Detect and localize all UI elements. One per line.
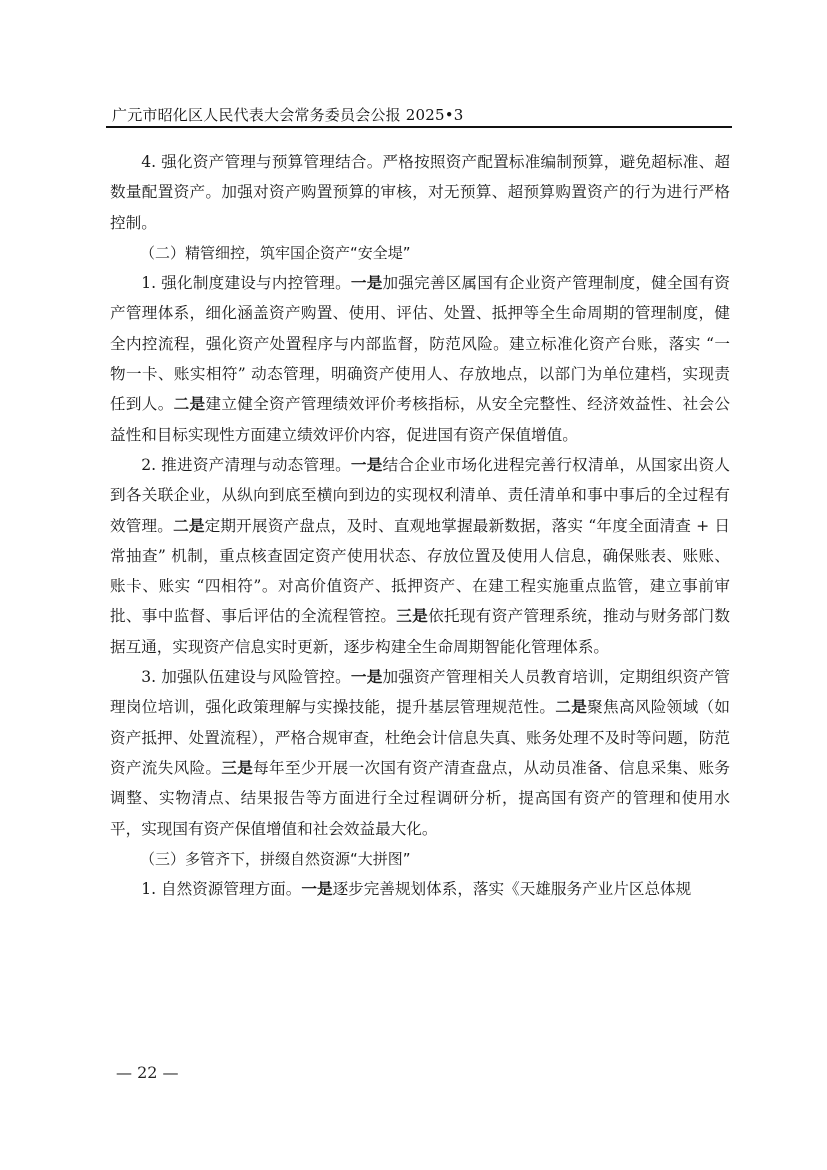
text-segment: （三）多管齐下，拼缀自然资源“大拼图” <box>140 849 411 868</box>
text-segment: （二）精管细控，筑牢国企资产“安全堤” <box>140 243 411 262</box>
text-segment: 3. 加强队伍建设与风险管控。 <box>141 668 351 687</box>
paragraph <box>110 147 730 238</box>
text-segment: 1. 自然资源管理方面。 <box>141 880 302 899</box>
emphasis-marker: 二是 <box>555 697 588 717</box>
text-segment: 聚焦高风险领域（如资产抵押、处置流程），严格合规审查，杜绝会计信息失真、账务处理不及时等问题，防范资产流失风险。 <box>110 698 730 777</box>
text-segment: 4. 强化资产管理与预算管理结合。严格按照资产配置标准编制预算，避免超标准、超数量配置资产。加强对资产购置预算的审核，对无预算、超预算购置资产的行为进行严格控制。 <box>110 153 730 232</box>
text-segment: 逐步完善规划体系，落实《天雄服务产业片区总体规 <box>332 880 692 899</box>
emphasis-marker: 一是 <box>350 667 383 687</box>
emphasis-marker: 三是 <box>221 757 254 777</box>
page-number: — 22 — <box>116 1063 179 1082</box>
section-heading <box>110 238 730 268</box>
text-segment: 定期开展资产盘点，及时、直观地掌握最新数据，落实 “年度全面清查 + 日常抽查” 机制，重点核查固定资产使用状态、存放位置及使用人信息，确保账表、账账、账卡、账实 “四相符”。对高价值资产、抵押资产、在建工程实施重点监管，建立事前审批、事中监督、事后评估的全流程管控。 <box>110 516 730 626</box>
text-segment: 2. 推进资产清理与动态管理。 <box>141 455 351 474</box>
paragraph <box>110 874 730 904</box>
header-rule <box>106 126 732 128</box>
document-body <box>110 147 730 904</box>
text-segment: 加强完善区属国有企业资产管理制度，健全国有资产管理体系，细化涵盖资产购置、使用、评估、处置、抵押等全生命周期的管理制度，健全内控流程，强化资产处置程序与内部监督，防范风险。建立标准化资产台账，落实 “一物一卡、账实相符” 动态管理，明确资产使用人、存放地点，以部门为单位建档，实现责任到人。 <box>110 274 730 414</box>
text-segment: 加强资产管理相关人员教育培训，定期组织资产管理岗位培训，强化政策理解与实操技能，提升基层管理规范性。 <box>110 668 730 717</box>
paragraph <box>110 662 730 844</box>
text-segment: 1. 强化制度建设与内控管理。 <box>141 274 351 293</box>
text-segment: 建立健全资产管理绩效评价考核指标，从安全完整性、经济效益性、社会公益性和目标实现性方面建立绩效评价内容，促进国有资产保值增值。 <box>110 395 730 444</box>
emphasis-marker: 一是 <box>301 879 333 899</box>
text-segment: 每年至少开展一次国有资产清查盘点，从动员准备、信息采集、账务调整、实物清点、结果报告等方面进行全过程调研分析，提高国有资产的管理和使用水平，实现国有资产保值增值和社会效益最大化。 <box>110 758 730 838</box>
paragraph <box>110 450 730 662</box>
paragraph <box>110 268 730 450</box>
emphasis-marker: 二是 <box>173 394 206 414</box>
text-segment: 依托现有资产管理系统，推动与财务部门数据互通，实现资产信息实时更新，逐步构建全生命周期智能化管理体系。 <box>110 607 730 656</box>
emphasis-marker: 一是 <box>350 454 383 474</box>
bulletin-header: 广元市昭化区人民代表大会常务委员会公报 2025•3 <box>112 106 464 124</box>
emphasis-marker: 二是 <box>173 515 205 535</box>
section-heading <box>110 844 730 874</box>
emphasis-marker: 三是 <box>396 606 429 626</box>
emphasis-marker: 一是 <box>350 273 383 293</box>
text-segment: 结合企业市场化进程完善行权清单，从国家出资人到各关联企业，从纵向到底至横向到边的实现权利清单、责任清单和事中事后的全过程有效管理。 <box>110 455 730 535</box>
